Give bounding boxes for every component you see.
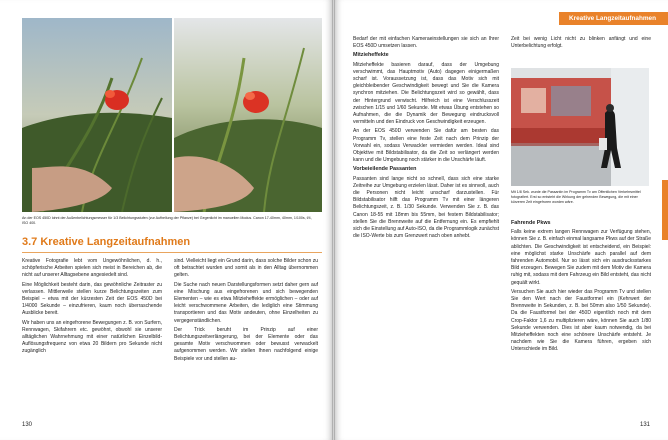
- paragraph: Eine Möglichkeit besteht darin, das gewöhnliche Zeitraster zu verlassen. Mittlerweile stellen kurze Belichtungszeiten zum Beispiel – etwa mit der kürzesten Zeit der EOS 450D bei 1/4000 Sekunde – einzufrieren, kaum noch überraschende Ausblicke bereit.: [22, 281, 162, 317]
- paragraph: Kreative Fotografie lebt vom Ungewöhnlichen, d. h., schöpferische Arbeiten spielen sich meist in Bereichen ab, die nicht auf unserer Alltagsebene angesiedelt sind.: [22, 258, 162, 279]
- subheading-mitzieheffekte: Mitzieheffekte: [353, 52, 389, 59]
- paragraph: Passanten sind lange nicht so schnell, dass sich eine starke Zeitreihe zur Umgebung erzielen lässt. Daher ist es sinnvoll, auch die Personen nicht leicht unscharf darzustellen. Für Bildstabilisator hilft das Programm Tv mit einer längeren Belichtungszeit, z. B. 1/30 Sekunde. Verwenden Sie z. B. das Canon 18-55 mit 18mm bis 55mm, bei festem Bildstabilisator; stellen Sie die Brennweite auf die Entfernung ein. Es empfiehlt sich die Einstellung auf Auto-ISO, da die Programmlogik zunächst die ISO-Werte bis zum Grenzwert nach oben anhebt.: [353, 175, 499, 240]
- photo-caption: An der EOS 450D lohnt der Außenbelichtungsmesser für 1/3 Belichtungsstufen (zur Aufhellung der Pflanze) bei Gegenlicht im manuellen Modus. Canon 17-40mm, 40mm, 1/100s, f/4, ISO 400.: [22, 216, 312, 225]
- right-column-2-intro: [511, 36, 651, 52]
- right-page: [335, 0, 668, 440]
- paragraph: Versuchen Sie auch hier wieder das Programm Tv und stellen Sie den Wert nach der Faustformel ein (Kehrwert der Brennweite in Sekunden, z. B. bei 50mm also 1/50 Sekunde). Da die Faustformel bei der 450D eigentlich noch mit dem Crop-Faktor 1,6 zu multiplizieren wäre, können Sie auch 1/80 Sekunde verwenden. Dies ist aber kaum notwendig, da bei Mitzieheffekten noch eine schönere Unschärfe entsteht. Je nachdem wie Sie die Kamera führen, ergeben sich Unterschiede im Bild.: [511, 288, 651, 353]
- right-column-2: [511, 218, 651, 426]
- left-column-2: [174, 258, 318, 428]
- running-head: Kreative Langzeitaufnahmen: [559, 12, 668, 25]
- right-column-1: [353, 36, 499, 426]
- chapter-tab: [662, 180, 668, 240]
- paragraph: Falls keine extrem langen Rennwagen zur Verfügung stehen, können Sie z. B. einfach einmal langsame Pkws auf der Straße ablichten. Die Geschwindigkeit ist entscheidend, ein Beispiel: eine möglichst starke Unschärfe auch parallel auf dem fahrenden Automobil. Nur so lässt sich ein ausdrucksstarkes Bild erzeugen. Bewegen Sie zudem mit dem Motiv die Kamera ruhig mit, sodass mit dem Fahrzeug ein Bild entsteht, das nicht gequält wirkt.: [511, 229, 651, 286]
- pedestrian-photo: [511, 68, 649, 186]
- paragraph: An der EOS 450D verwenden Sie dafür am besten das Programm Tv, stellen eine feste Zeit nach dem Prinzip der Vorwahl ein, sodass Verwackler vermieden werden. Ideal sind Objektive mit Bildstabilisator, da die Zeit so verlängert werden kann und die Umgebung noch stärker in die Unschärfe läuft.: [353, 128, 499, 164]
- heading-title: Kreative Langzeitaufnahmen: [40, 236, 191, 248]
- subheading-pkws: Fahrende Pkws: [511, 220, 551, 226]
- heading-rule: [22, 252, 322, 253]
- paragraph: Mitzieheffekte basieren darauf, dass der Umgebung verschwimmt, das Hauptmotiv (Auto) dagegen einigermaßen scharf ist. Voraussetzung ist, dass das Motiv sich mit gleichbleibender Geschwindigkeit bewegt und Sie die Kamera synchron mitziehen. Die Belichtungszeit wird so gewählt, dass der Hintergrund verwischt. Hilfreich ist eine Verschlusszeit zwischen 1/15 und 1/60 Sekunde. Mit etwas Übung entstehen so Aufnahmen, die die Dynamik der Bewegung eindrucksvoll vermitteln und den Eindruck von Geschwindigkeit erzeugen.: [353, 61, 499, 126]
- page-number-left: 130: [22, 422, 33, 428]
- paragraph: sind. Vielleicht liegt ein Grund darin, dass solche Bilder schon zu oft betrachtet wurden und somit als in den Alltag übernommen gelten.: [174, 258, 318, 279]
- paragraph: Die Suche nach neuen Darstellungsformen setzt daher gern auf eine Mischung aus eingefrorenen und sich bewegenden Elementen – wie es etwa Mitzieheffekte ermöglichen – oder auf leicht verschwommene Arbeiten, die lediglich eine Stimmung transportieren und das Motiv andeuten, ohne Einzelheiten zu vergegenständlichen.: [174, 281, 318, 324]
- left-page: [0, 0, 332, 440]
- paragraph: Der Trick beruht im Prinzip auf einer Belichtungszeitverlängerung, bei der Elemente oder das gesamte Motiv verschwommen oder bewusst verwackelt aufgenommen werden. Wir stellen Ihnen nachfolgend einige Beispiele vor und stellen au-: [174, 326, 318, 362]
- heading-number: 3.7: [22, 236, 38, 248]
- left-column-1: [22, 258, 162, 428]
- subheading-passanten: Vorbeieilende Passanten: [353, 166, 417, 173]
- paragraph: Zeit bei wenig Licht nicht zu blinken anfängt und eine Unterbelichtung erfolgt.: [511, 36, 651, 50]
- section-heading: [22, 236, 190, 248]
- paragraph: Bedarf der mit einfachen Kameraeinstellungen sie sich an Ihrer EOS 450D umsetzen lassen.: [353, 36, 499, 50]
- flower-photo-right: [174, 18, 322, 212]
- paragraph: Wir haben uns an eingefrorene Bewegungen z. B. von Surfern, Rennwagen, Skifahrern etc. gewöhnt, obwohl sie unserer alltäglichen Wahrnehmung mit einer natürlichen Einzelbild-Auflösungsfrequenz von etwa 20 Bildern pro Sekunde nicht zugänglich: [22, 319, 162, 355]
- page-number-right: 131: [639, 422, 650, 428]
- pedestrian-caption: Mit 1/8 Sek. wurde die Passantin im Programm Tv am Öffentlichen Verkehrsmittel fotografiert. Erst so entsteht die Wirkung der gehenden Bewegung, die mit einer kürzeren Zeit eingefroren worden wäre.: [511, 190, 641, 204]
- flower-photo-left: [22, 18, 172, 212]
